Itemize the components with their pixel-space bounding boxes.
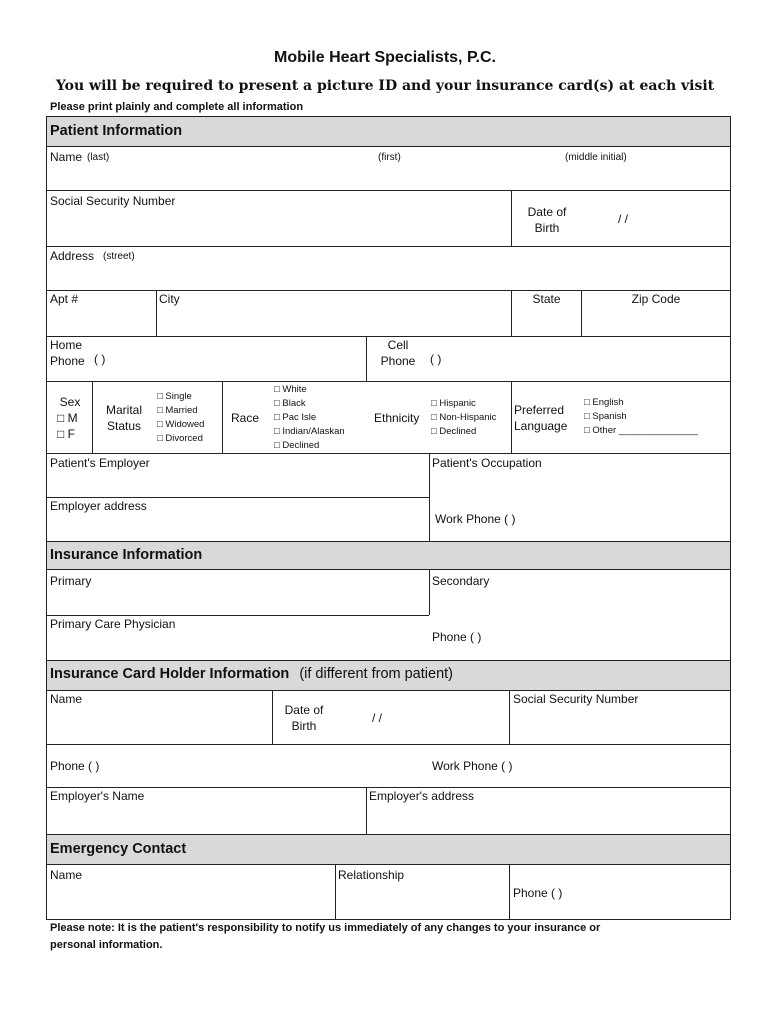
ssn-label: Social Security Number [50,194,176,208]
cell-phone-label-line2: Phone [380,354,416,368]
insurance-section-heading: Insurance Information [50,547,203,563]
footer-note-line2: personal information. [50,939,163,951]
race-option-black[interactable]: □ Black [274,398,306,409]
home-phone-paren: ( ) [94,352,106,366]
home-phone-label-line1: Home [50,338,83,352]
holder-heading-note: (if different from patient) [299,666,453,682]
street-hint: (street) [103,251,135,262]
race-options [274,383,345,453]
emergency-relationship-label[interactable]: Relationship [338,868,405,882]
emergency-section-heading: Emergency Contact [50,841,187,857]
holder-dob-label-line1: Date of [284,703,324,717]
language-option-other[interactable]: □ Other _______________ [584,425,699,436]
dob-slashes: / / [618,212,629,226]
secondary-insurance-label[interactable]: Secondary [432,574,490,588]
language-option-spanish[interactable]: □ Spanish [584,411,627,422]
city-label[interactable]: City [159,292,180,306]
language-options [584,396,698,438]
emergency-name-label[interactable]: Name [50,868,83,882]
employer-address-label[interactable]: Employer address [50,499,147,513]
zip-label[interactable]: Zip Code [631,292,681,306]
patient-occupation-label[interactable]: Patient's Occupation [432,456,542,470]
language-label-line1: Preferred [514,403,565,417]
holder-employer-address-label[interactable]: Employer's address [369,789,474,803]
patient-work-phone-label[interactable]: Work Phone ( ) [435,512,516,526]
cell-phone-paren: ( ) [430,352,442,366]
holder-work-phone-label[interactable]: Work Phone ( ) [432,759,513,773]
holder-dob-slashes: / / [372,711,383,725]
emergency-phone-label[interactable]: Phone ( ) [513,886,563,900]
marital-options [157,390,204,446]
marital-option-divorced[interactable]: □ Divorced [157,433,203,444]
marital-option-single[interactable]: □ Single [157,391,192,402]
holder-heading-text: Insurance Card Holder Information [50,666,290,682]
language-label-line2: Language [514,419,568,433]
dob-label-line2: Birth [534,221,560,235]
holder-name-label[interactable]: Name [50,692,83,706]
marital-label-line2: Status [106,419,142,433]
race-option-declined[interactable]: □ Declined [274,440,320,451]
first-name-hint: (first) [378,152,401,163]
instruction-text: Please print plainly and complete all information [50,101,304,113]
sex-female-checkbox[interactable]: □ F [57,427,75,441]
holder-section-heading [50,666,453,682]
ethnicity-option-non-hispanic[interactable]: □ Non-Hispanic [431,412,497,423]
holder-phone-label[interactable]: Phone ( ) [50,759,100,773]
middle-initial-hint: (middle initial) [565,152,627,163]
race-label: Race [231,411,260,425]
ethnicity-option-hispanic[interactable]: □ Hispanic [431,398,476,409]
page-title: Mobile Heart Specialists, P.C. [273,49,496,66]
race-option-white[interactable]: □ White [274,384,307,395]
ethnicity-label: Ethnicity [374,411,420,425]
last-name-hint: (last) [87,152,110,163]
primary-insurance-label[interactable]: Primary [50,574,92,588]
marital-option-married[interactable]: □ Married [157,405,198,416]
apt-label[interactable]: Apt # [50,292,79,306]
name-label: Name [50,150,83,164]
page-subtitle: You will be required to present a picture ID and your insurance card(s) at each visit [55,78,715,94]
marital-option-widowed[interactable]: □ Widowed [157,419,205,430]
pcp-phone-label[interactable]: Phone ( ) [432,630,482,644]
holder-employer-name-label[interactable]: Employer's Name [50,789,145,803]
language-option-english[interactable]: □ English [584,397,624,408]
home-phone-label-line2: Phone [50,354,85,368]
holder-dob-label-line2: Birth [291,719,317,733]
patient-section-heading: Patient Information [50,123,183,139]
cell-phone-label-line1: Cell [387,338,409,352]
pcp-label[interactable]: Primary Care Physician [50,617,176,631]
race-option-indian-alaskan[interactable]: □ Indian/Alaskan [274,426,345,437]
sex-male-checkbox[interactable]: □ M [57,411,78,425]
marital-label-line1: Marital [105,403,142,417]
sex-label: Sex [59,395,81,409]
ethnicity-options [431,397,496,439]
race-option-pac-isle[interactable]: □ Pac Isle [274,412,317,423]
footer-note-line1: Please note: It is the patient's responsibility to notify us immediately of any changes to your insurance or [50,922,601,934]
address-label: Address [50,249,95,263]
dob-label-line1: Date of [527,205,567,219]
ethnicity-option-declined[interactable]: □ Declined [431,426,477,437]
patient-employer-label[interactable]: Patient's Employer [50,456,150,470]
state-label[interactable]: State [532,292,561,306]
holder-ssn-label[interactable]: Social Security Number [513,692,639,706]
